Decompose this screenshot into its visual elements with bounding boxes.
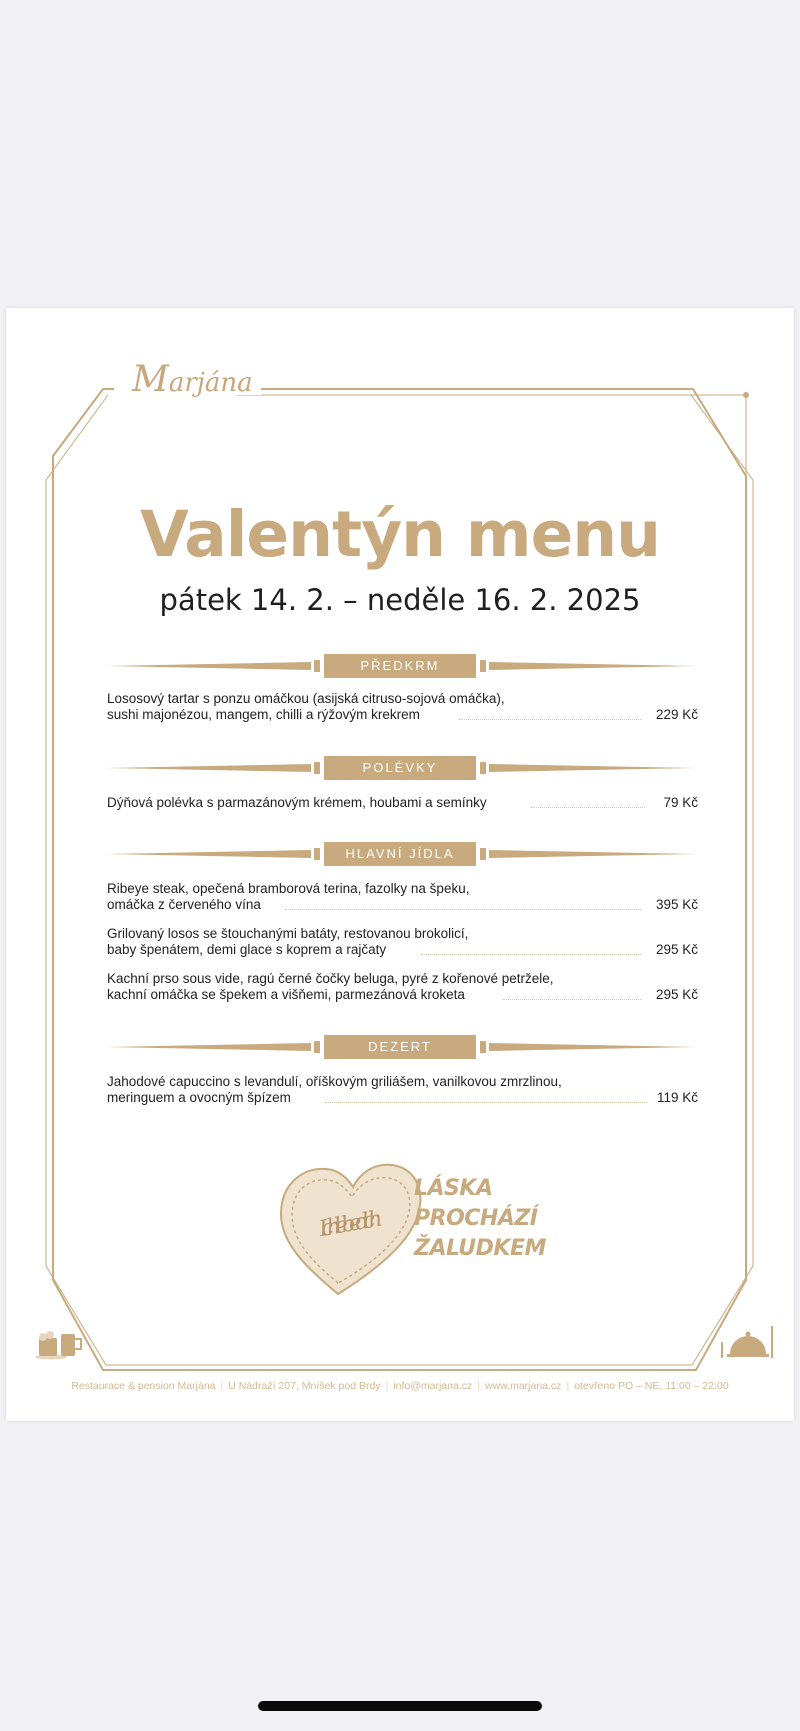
leader-dots [503,999,641,1000]
slogan [414,1174,546,1264]
item-price: 229 Kč [655,707,698,722]
leader-dots [285,909,641,910]
footer-restaurant: Restaurace & pension Marjána [71,1380,216,1392]
leader-dots [459,719,641,720]
section-title: HLAVNÍ JÍDLA [324,842,476,866]
date-range: pátek 14. 2. – neděle 16. 2. 2025 [159,583,641,617]
item-line: kachní omáčka se špekem a višňemi, parmezánová kroketa [107,987,465,1002]
item-price: 79 Kč [663,795,698,810]
menu-item [107,926,698,958]
heart-text: Ich liebe dich [317,1206,385,1243]
item-price: 295 Kč [655,987,698,1002]
leader-dots [421,954,641,955]
item-price: 395 Kč [655,897,698,912]
item-line: Kachní prso sous vide, ragú černé čočky beluga, pyré z kořenové petržele, [107,971,554,986]
item-line: sushi majonézou, mangem, chilli a rýžovým krekrem [107,707,420,722]
slogan-line: PROCHÁZÍ [414,1206,538,1231]
item-line: Lososový tartar s ponzu omáčkou (asijská citruso-sojová omáčka), [107,691,505,706]
footer-email[interactable]: info@marjana.cz [393,1380,473,1392]
section-title: POLÉVKY [324,756,476,780]
item-price: 295 Kč [655,942,698,957]
section-header-polevky [106,755,696,781]
menu-document [6,308,794,1421]
section-title: DEZERT [324,1035,476,1059]
section-header-predkrm [106,653,696,679]
slogan-line: ŽALUDKEM [414,1236,546,1261]
item-line: omáčka z červeného vína [107,897,261,912]
item-line: baby špenátem, demi glace s koprem a rajčaty [107,942,387,957]
item-line: Jahodové capuccino s levandulí, oříškovým griliášem, vanilkovou zmrzlinou, [107,1074,562,1089]
footer-opening-hours: otevřeno PO – NE, 11:00 – 22:00 [574,1380,729,1392]
cloche-icon [718,1320,774,1360]
leader-dots [531,807,645,808]
footer-contact: Restaurace & pension Marjána | U Nádraží 207, Mníšek pod Brdy | info@marjana.cz | www.marjana.cz | otevřeno PO – NE, 11:00 – 22:00 [71,1380,729,1392]
beer-mugs-icon [33,1326,87,1360]
home-indicator[interactable] [258,1701,542,1711]
leader-dots [325,1102,647,1103]
menu-item [107,691,698,723]
item-line: meringuem a ovocným špízem [107,1090,291,1105]
slogan-line: LÁSKA [414,1176,493,1201]
section-header-dezert [106,1034,696,1060]
section-header-hlavni-jidla [106,841,696,867]
menu-item [107,1074,698,1106]
section-title: PŘEDKRM [324,654,476,678]
brand-logo: Marjána [124,365,261,395]
page-title: Valentýn menu [139,498,661,571]
menu-item [107,795,698,811]
item-line: Dýňová polévka s parmazánovým krémem, houbami a semínky [107,795,487,810]
item-line: Ribeye steak, opečená bramborová terina, fazolky na špeku, [107,881,470,896]
footer-website[interactable]: www.marjana.cz [484,1380,562,1392]
item-price: 119 Kč [656,1090,698,1105]
item-line: Grilovaný losos se štouchanými batáty, restovanou brokolicí, [107,926,469,941]
footer-address: U Nádraží 207, Mníšek pod Brdy [228,1380,381,1392]
menu-item [107,971,698,1003]
menu-item [107,881,698,913]
